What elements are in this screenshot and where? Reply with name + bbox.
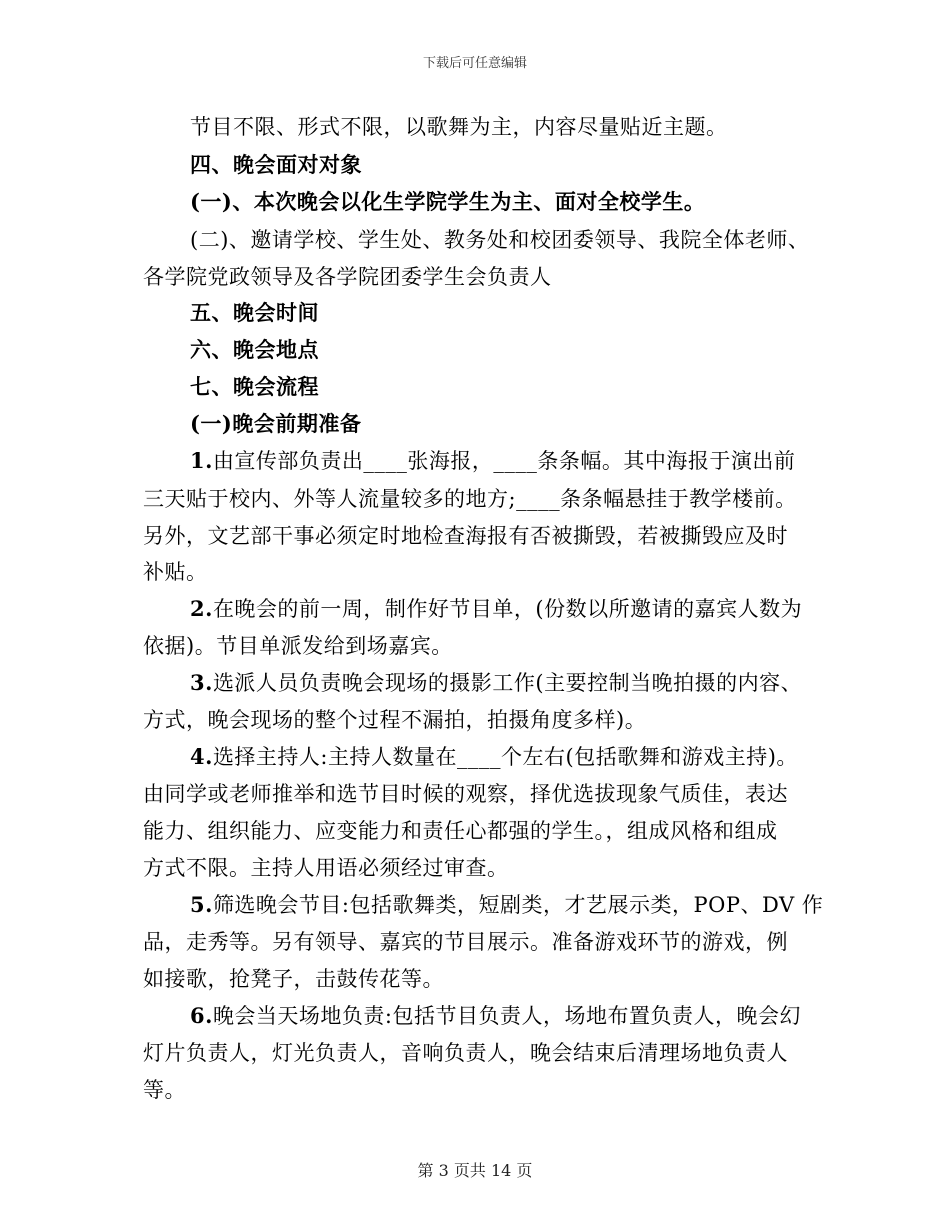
text-line: 由宣传部负责出____张海报，____条条幅。其中海报于演出前 xyxy=(212,449,796,473)
text-line: 由同学或老师推举和选节目时候的观察，择优选拔现象气质佳，表达 xyxy=(143,782,788,806)
text-line: 晚会当天场地负责:包括节目负责人，场地布置负责人，晚会幻 xyxy=(212,1004,802,1028)
item-number: 6. xyxy=(190,1003,213,1028)
item-number: 5. xyxy=(190,892,213,917)
section-heading: 七、晚会流程 xyxy=(190,374,319,399)
list-item xyxy=(190,890,870,920)
text-line: 各学院党政领导及各学院团委学生会负责人 xyxy=(143,265,552,289)
section-heading: 六、晚会地点 xyxy=(190,337,319,362)
text-line: 灯片负责人，灯光负责人，音响负责人，晚会结束后清理场地负责人 xyxy=(143,1041,788,1065)
text-line: 补贴。 xyxy=(143,560,208,584)
list-item xyxy=(190,742,870,772)
text-line: 方式不限。主持人用语必须经过审查。 xyxy=(143,856,509,880)
item-number: 4. xyxy=(190,744,213,769)
section-heading: 五、晚会时间 xyxy=(190,300,319,325)
list-item xyxy=(190,668,870,698)
section-heading: 四、晚会面对对象 xyxy=(190,152,362,177)
text-line: 等。 xyxy=(143,1078,186,1102)
item-number: 2. xyxy=(190,596,213,621)
text-line: 品，走秀等。另有领导、嘉宾的节目展示。准备游戏环节的游戏，例 xyxy=(143,930,788,954)
text-line: 另外，文艺部干事必须定时地检查海报有否被撕毁，若被撕毁应及时 xyxy=(143,524,788,548)
item-number: 3. xyxy=(190,670,213,695)
text-line: 依据)。节目单派发给到场嘉宾。 xyxy=(143,634,453,658)
text-line: 节目不限、形式不限，以歌舞为主，内容尽量贴近主题。 xyxy=(190,115,728,139)
list-item xyxy=(190,446,870,476)
page-header: 下载后可任意编辑 xyxy=(422,56,527,71)
text-line: (二)、邀请学校、学生处、教务处和校团委领导、我院全体老师、 xyxy=(190,228,810,252)
text-line: 筛选晚会节目:包括歌舞类，短剧类，才艺展示类，POP、DV 作 xyxy=(212,893,824,917)
text-line: 选派人员负责晚会现场的摄影工作(主要控制当晚拍摄的内容、 xyxy=(212,671,803,695)
list-item xyxy=(190,1001,870,1031)
text-line: 在晚会的前一周，制作好节目单，(份数以所邀请的嘉宾人数为 xyxy=(212,597,803,621)
list-item xyxy=(190,594,870,624)
text-line: 选择主持人:主持人数量在____个左右(包括歌舞和游戏主持)。 xyxy=(212,745,798,769)
text-line: (一)、本次晚会以化生学院学生为主、面对全校学生。 xyxy=(190,189,706,214)
text-line: 方式，晚会现场的整个过程不漏拍，拍摄角度多样)。 xyxy=(143,708,647,732)
text-line: 三天贴于校内、外等人流量较多的地方;____条条幅悬挂于教学楼前。 xyxy=(143,487,797,511)
text-line: 能力、组织能力、应变能力和责任心都强的学生。，组成风格和组成 xyxy=(143,819,778,843)
item-number: 1. xyxy=(190,448,213,473)
section-heading: (一)晚会前期准备 xyxy=(190,411,362,436)
page-footer: 第 3 页共 14 页 xyxy=(417,1161,533,1180)
text-line: 如接歌，抢凳子，击鼓传花等。 xyxy=(143,967,444,991)
